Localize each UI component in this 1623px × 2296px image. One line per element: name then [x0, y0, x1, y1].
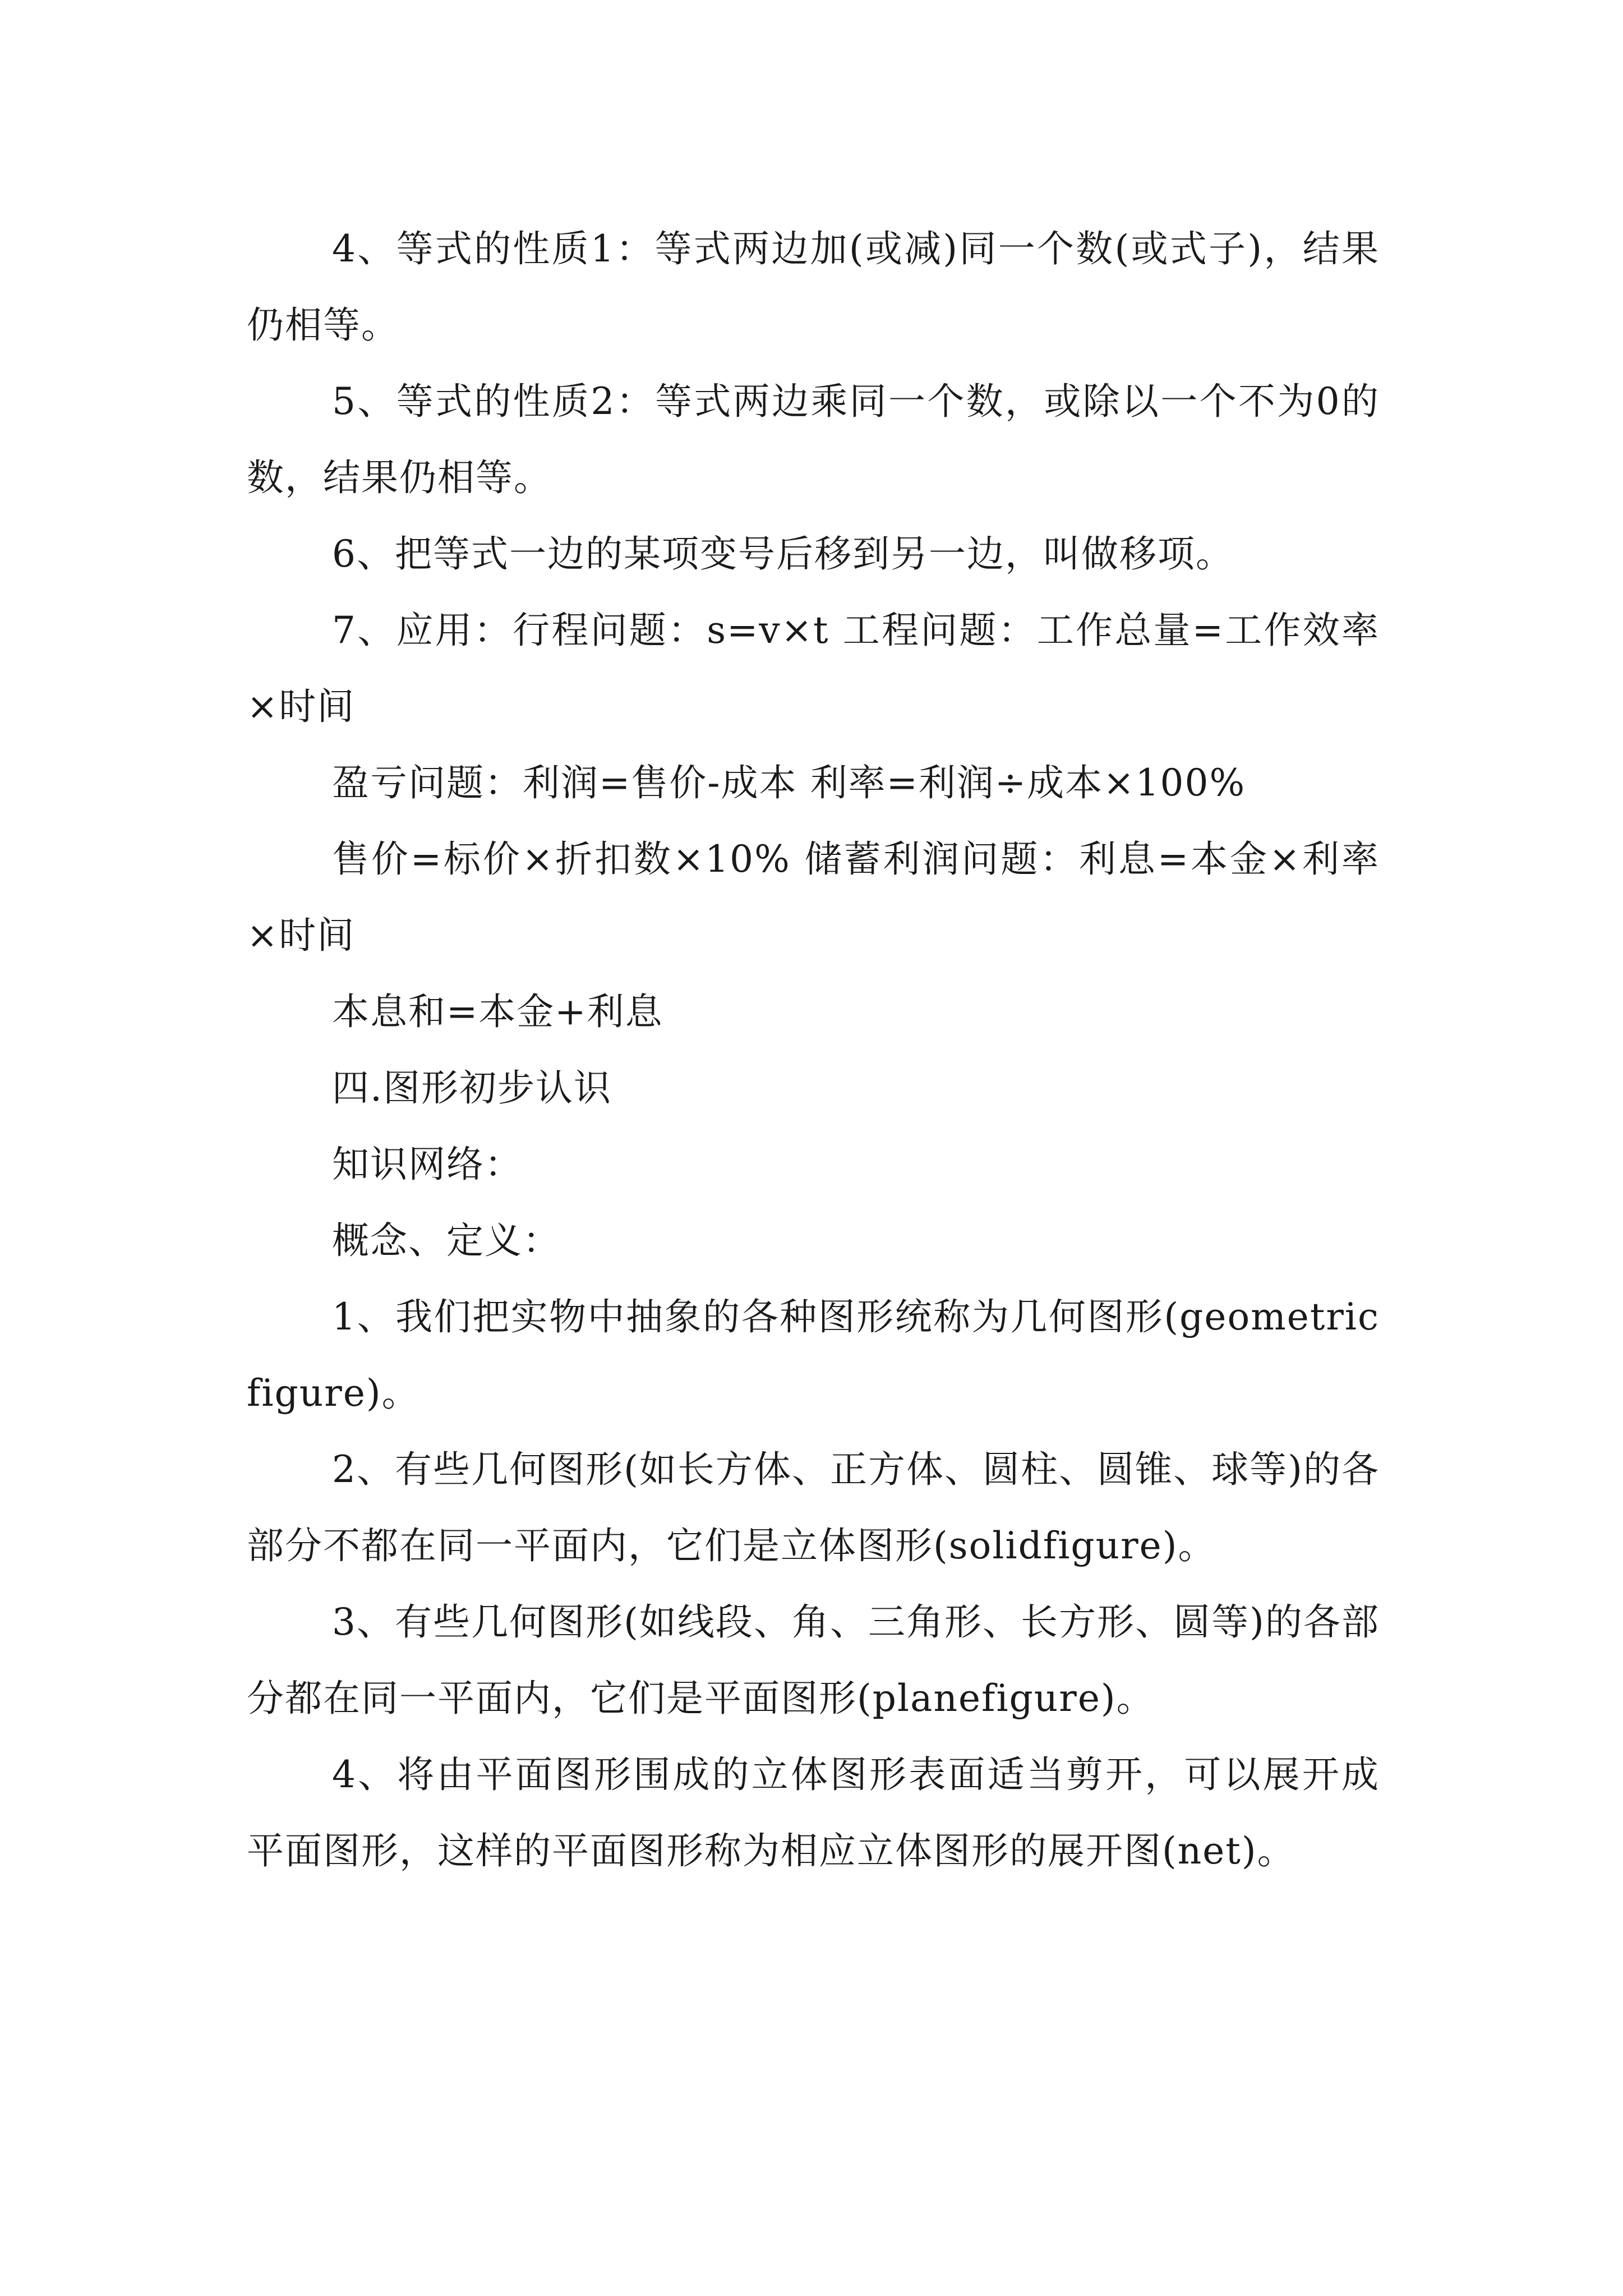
- paragraph-application-travel-work: 7、应用：行程问题：s=v×t 工程问题：工作总量=工作效率×时间: [247, 609, 1380, 728]
- document-body: [247, 211, 1380, 1889]
- paragraph-profit-loss: 盈亏问题：利润=售价-成本 利率=利润÷成本×100%: [332, 761, 1246, 804]
- subheading-concepts-definitions: 概念、定义：: [332, 1219, 561, 1262]
- paragraph-net: 4、将由平面图形围成的立体图形表面适当剪开，可以展开成平面图形，这样的平面图形称为相应立体图形的展开图(net)。: [247, 1753, 1380, 1872]
- paragraph-transposition: 6、把等式一边的某项变号后移到另一边，叫做移项。: [332, 532, 1234, 576]
- paragraph-solid-figure: 2、有些几何图形(如长方体、正方体、圆柱、圆锥、球等)的各部分不都在同一平面内，它们是立体图形(solidfigure)。: [247, 1448, 1380, 1567]
- paragraph-price-interest: 售价=标价×折扣数×10% 储蓄利润问题：利息=本金×利率×时间: [247, 838, 1380, 957]
- paragraph-equation-property-1: 4、等式的性质1：等式两边加(或减)同一个数(或式子)，结果仍相等。: [247, 227, 1380, 347]
- paragraph-equation-property-2: 5、等式的性质2：等式两边乘同一个数，或除以一个不为0的数，结果仍相等。: [247, 380, 1380, 499]
- paragraph-geometric-figure: 1、我们把实物中抽象的各种图形统称为几何图形(geometric figure)。: [247, 1295, 1380, 1415]
- paragraph-plane-figure: 3、有些几何图形(如线段、角、三角形、长方形、圆等)的各部分都在同一平面内，它们是平面图形(planefigure)。: [247, 1600, 1380, 1720]
- paragraph-principal-interest-sum: 本息和=本金+利息: [332, 990, 663, 1033]
- section-heading-geometry: 四.图形初步认识: [332, 1066, 612, 1110]
- subheading-knowledge-network: 知识网络：: [332, 1143, 523, 1186]
